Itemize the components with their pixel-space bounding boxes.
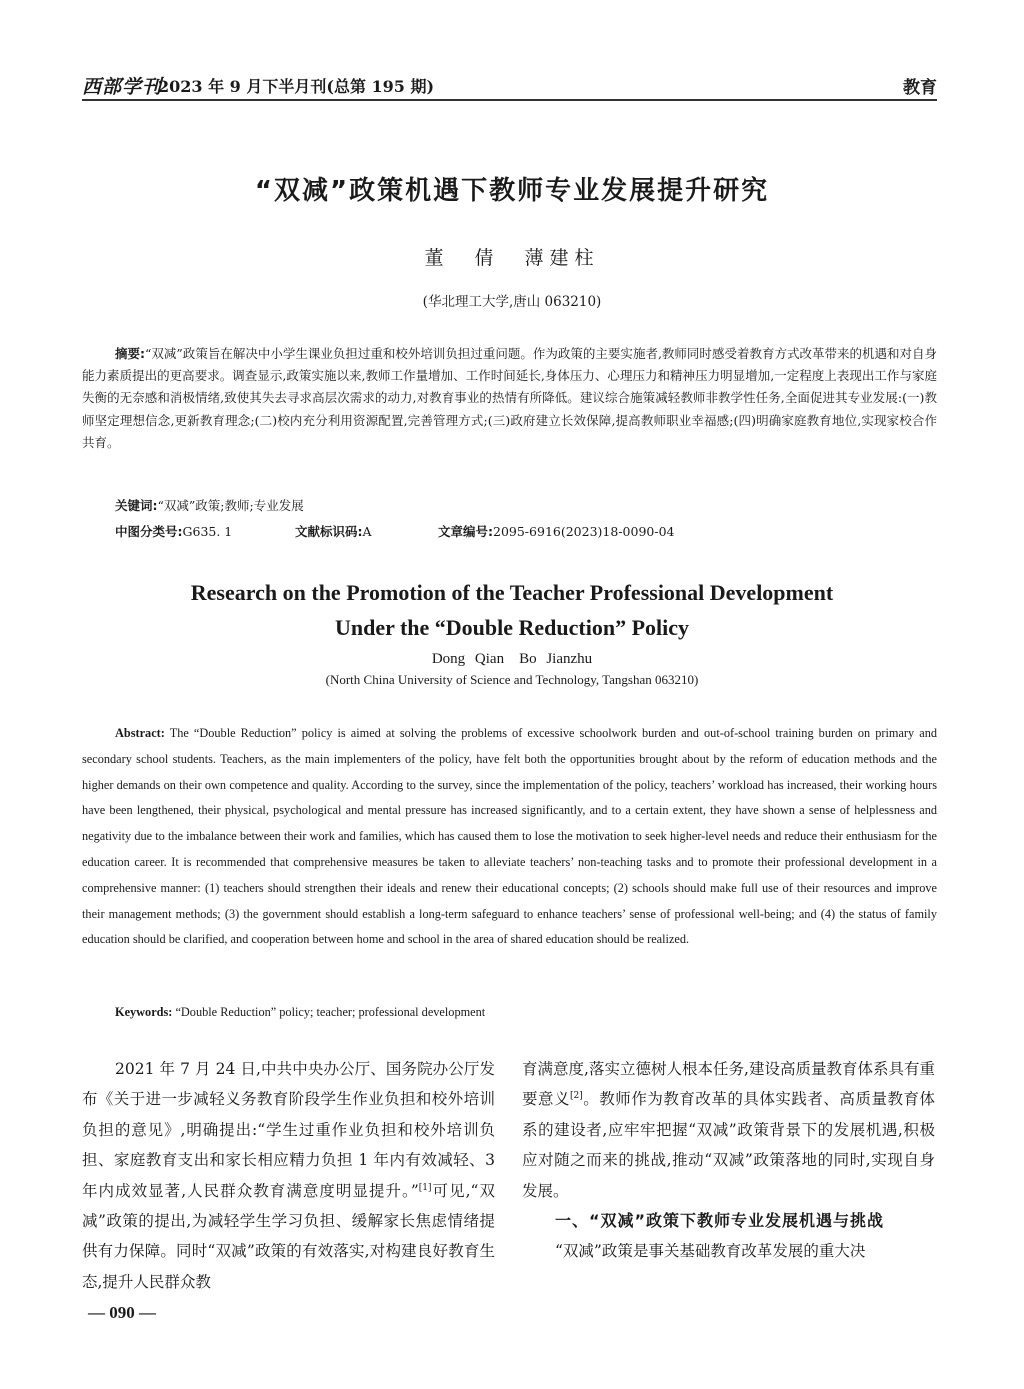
clc-label: 中图分类号: (115, 524, 183, 539)
keywords-cn-text: “双减”政策;教师;专业发展 (157, 498, 304, 513)
body-column-left (82, 1054, 495, 1297)
abstract-en (82, 721, 937, 953)
section-heading: 一、“双减”政策下教师专业发展机遇与挑战 (555, 1211, 885, 1231)
title-en-line1: Research on the Promotion of the Teacher Professional Development (190, 580, 834, 605)
citation-ref: [2] (570, 1091, 583, 1102)
affiliation-cn: (华北理工大学,唐山 063210) (422, 294, 602, 310)
running-header (82, 70, 937, 100)
body-column-right (522, 1054, 935, 1267)
body-paragraph: “双减”政策是事关基础教育改革发展的重大决 (555, 1242, 866, 1261)
clc-value: G635. 1 (182, 524, 233, 539)
title-en-line2: Under the “Double Reduction” Policy (334, 615, 690, 640)
body-paragraph (82, 1054, 495, 1297)
issue-info: 2023 年 9 月下半月刊(总第 195 期) (158, 77, 435, 96)
article-number-label: 文章编号: (438, 524, 493, 539)
page-number: — 090 — (88, 1303, 156, 1322)
affiliation-en: (North China University of Science and Technology, Tangshan 063210) (325, 672, 699, 687)
keywords-en (115, 1005, 485, 1020)
citation-ref: [1] (418, 1182, 432, 1193)
keywords-en-text: “Double Reduction” policy; teacher; professional development (175, 1005, 486, 1019)
section-label: 教育 (903, 78, 937, 98)
abstract-en-label: Abstract: (115, 726, 165, 740)
doc-code-value: A (362, 524, 372, 539)
paper-title-cn: “双减”政策机遇下教师专业发展提升研究 (254, 176, 770, 206)
body-text: 育满意度,落实立德树人根本任务,建设高质量教育体系具有重要意义 (522, 1060, 935, 1109)
body-paragraph (522, 1054, 935, 1206)
abstract-cn-text: “双减”政策旨在解决中小学生课业负担过重和校外培训负担过重问题。作为政策的主要实施者,教师同时感受着教育方式改革带来的机遇和对自身能力素质提出的更高要求。调查显示,政策实施以来,教师工作量增加、工作时间延长,身体压力、心理压力和精神压力明显增加,一定程度上表现出工作与家庭失衡的无奈感和消极情绪,致使其失去寻求高层次需求的动力,对教育事业的热情有所降低。建议综合施策减轻教师非教学性任务,全面促进其专业发展:(一)教师坚定理想信念,更新教育理念;(二)校内充分利用资源配置,完善管理方式;(三)政府建立长效保障,提高教师职业幸福感;(四)明确家庭教育地位,实现家校合作共育。 (82, 346, 937, 450)
clc-number (115, 522, 232, 540)
header-rule (82, 99, 937, 101)
authors-en: Dong Qian Bo Jianzhu (431, 651, 593, 667)
abstract-cn (82, 343, 937, 454)
doc-code-label: 文献标识码: (295, 524, 363, 539)
keywords-cn-label: 关键词: (115, 498, 158, 513)
authors-cn: 董 倩 薄建柱 (424, 247, 600, 269)
article-number-value: 2095-6916(2023)18-0090-04 (493, 524, 675, 539)
body-text: 可见,“双减”政策的提出,为减轻学生学习负担、缓解家长焦虑情绪提供有力保障。同时“双减”政策的有效落实,对构建良好教育生态,提升人民群众教 (82, 1181, 495, 1291)
body-text: 2021 年 7 月 24 日,中共中央办公厅、国务院办公厅发布《关于进一步减轻义务教育阶段学生作业负担和校外培训负担的意见》,明确提出:“学生过重作业负担和校外培训负担、家庭教育支出和家长相应精力负担 1 年内有效减轻、3 年内成效显著,人民群众教育满意度明显提升。” (82, 1060, 495, 1200)
article-number (438, 522, 674, 540)
paper-title-en (0, 575, 1024, 645)
abstract-cn-label: 摘要: (115, 346, 146, 361)
journal-logo: 西部学刊 (82, 76, 163, 98)
body-text: 。教师作为教育改革的具体实践者、高质量教育体系的建设者,应牢牢把握“双减”政策背景下的发展机遇,积极应对随之而来的挑战,推动“双减”政策落地的同时,实现自身发展。 (522, 1090, 935, 1200)
keywords-cn (115, 496, 304, 514)
doc-code (295, 522, 372, 540)
keywords-en-label: Keywords: (115, 1005, 173, 1019)
abstract-en-text: The “Double Reduction” policy is aimed at solving the problems of excessive schoolwork burden and out-of-school training burden on primary and secondary school students. Teachers, as the main implementers of the policy, have felt both the opportunities brought about by the reform of education methods and the higher demands on their own competence and quality. According to the survey, since the implementation of the policy, teachers’ workload has increased, their working hours have been lengthened, their physical, psychological and mental pressure has increased significantly, and to a certain extent, they have shown a sense of helplessness and negativity due to the imbalance between their work and families, which has caused them to lose the motivation to seek higher-level needs and reduce their enthusiasm for the education career. It is recommended that comprehensive measures be taken to alleviate teachers’ non-teaching tasks and to promote their professional development in a comprehensive manner: (1) teachers should strengthen their ideals and renew their educational concepts; (2) schools should make full use of their resources and improve their management methods; (3) the government should establish a long-term safeguard to enhance teachers’ sense of professional well-being; and (4) the status of family education should be clarified, and cooperation between home and school in the area of shared education should be realized. (82, 726, 937, 947)
